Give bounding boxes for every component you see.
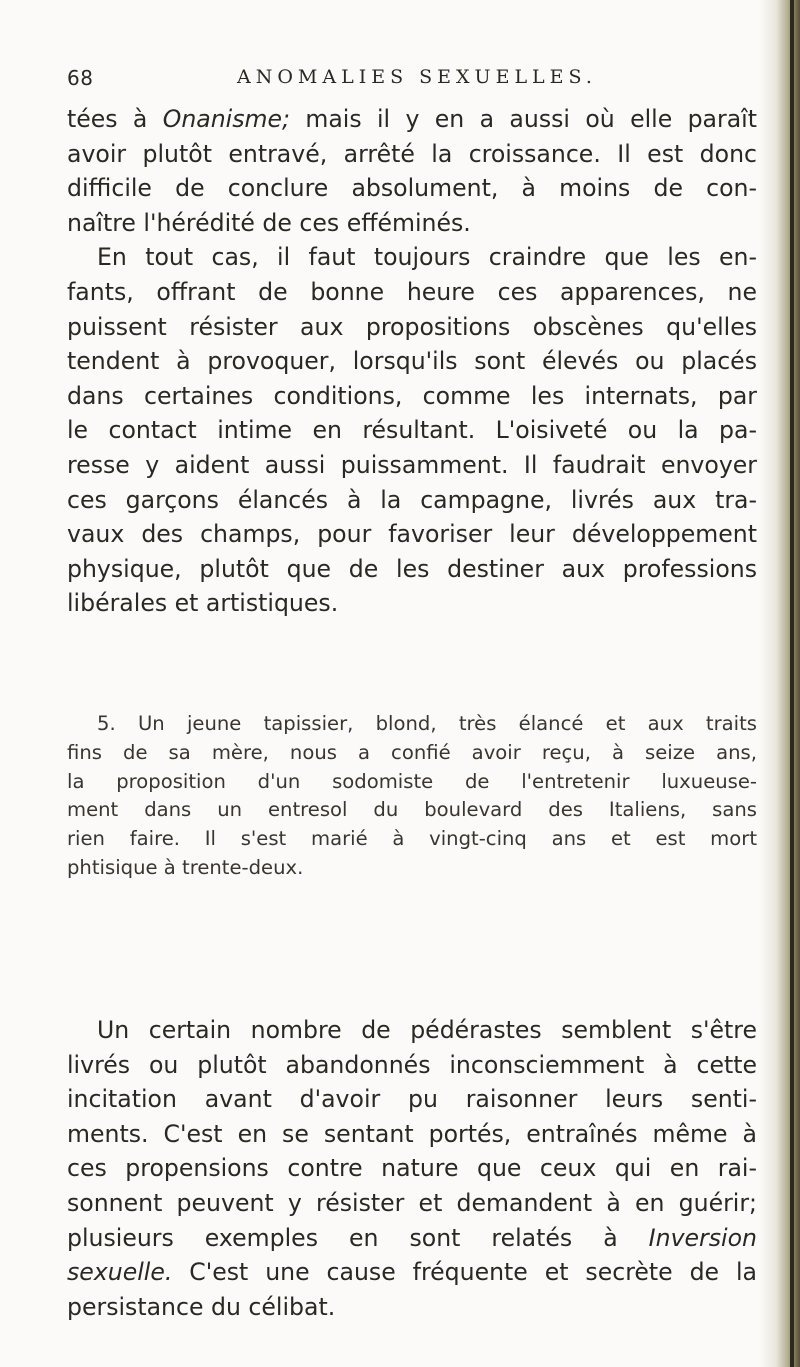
text-line: tendent à provoquer, lorsqu'ils sont élevés ou placés (67, 347, 757, 376)
text-line: avoir plutôt entravé, arrêté la croissance. Il est donc (67, 139, 757, 168)
italic-term: Onanisme; (162, 105, 290, 133)
text-line: sonnent peuvent y résister et demandent à en guérir; (67, 1188, 757, 1217)
text-line: plusieurs exemples en sont relatés à Inversion (67, 1223, 757, 1252)
note-line: la proposition d'un sodomiste de l'entretenir luxueuse- (67, 769, 757, 793)
text-line: vaux des champs, pour favoriser leur développement (67, 520, 757, 549)
text-line: Un certain nombre de pédérastes semblent s'être (97, 1016, 757, 1044)
text-line: puissent résister aux propositions obscènes qu'elles (67, 312, 757, 341)
text-line: ces propensions contre nature que ceux qui en rai- (67, 1154, 757, 1183)
text-line: naître l'hérédité de ces efféminés. (67, 208, 471, 237)
italic-term: Inversion (648, 1223, 757, 1252)
note-line: ment dans un entresol du boulevard des Italiens, sans (67, 798, 757, 822)
text-line: libérales et artistiques. (67, 589, 339, 618)
text-line: le contact intime en résultant. L'oisiveté ou la pa- (67, 416, 757, 445)
note-line: phtisique à trente-deux. (67, 855, 304, 879)
paragraph-1 (67, 102, 757, 621)
italic-term: sexuelle. (67, 1258, 173, 1287)
note-line: fins de sa mère, nous a confié avoir reçu, à seize ans, (67, 740, 757, 764)
text-line: incitation avant d'avoir pu raisonner leurs senti- (67, 1085, 757, 1114)
text-line: livrés ou plutôt abandonnés inconsciemment à cette (67, 1050, 757, 1079)
book-spine-edge (790, 0, 794, 1367)
note-line: rien faire. Il s'est marié à vingt-cinq ans et est mort (67, 827, 757, 851)
text-line: En tout cas, il faut toujours craindre que les en- (97, 243, 757, 272)
text-line: sexuelle. C'est une cause fréquente et secrète de la (67, 1258, 757, 1287)
note-line: 5. Un jeune tapissier, blond, très élancé et aux traits (97, 712, 757, 735)
text-line: resse y aident aussi puissamment. Il faudrait envoyer (67, 450, 757, 479)
footnote-observation (67, 710, 757, 883)
text-line: difficile de conclure absolument, à moins de con- (67, 174, 757, 203)
text-line: fants, offrant de bonne heure ces apparences, ne (67, 277, 757, 306)
page-number: 68 (67, 66, 94, 90)
text-line: ments. C'est en se sentant portés, entraînés même à (67, 1119, 757, 1148)
page-header (67, 66, 757, 96)
text-line: physique, plutôt que de les destiner aux professions (67, 554, 757, 583)
paragraph-3 (67, 1013, 757, 1324)
text-line: tées à Onanisme; mais il y en a aussi où elle paraît (67, 105, 757, 133)
text-line: dans certaines conditions, comme les internats, par (67, 381, 757, 410)
book-spine-shadow (760, 0, 800, 1367)
text-line: ces garçons élancés à la campagne, livrés aux tra- (67, 485, 757, 514)
running-title: ANOMALIES SEXUELLES. (237, 66, 597, 88)
text-line: persistance du célibat. (67, 1292, 336, 1321)
